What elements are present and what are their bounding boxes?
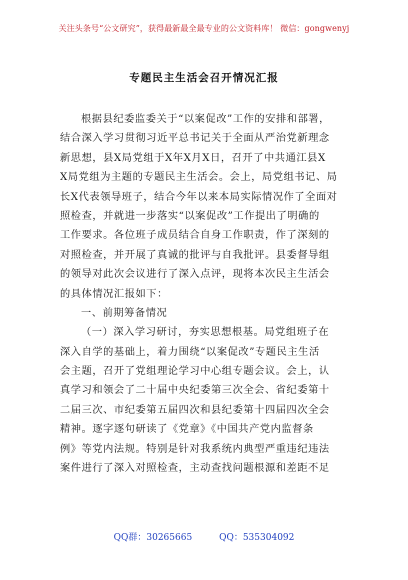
footer-contact xyxy=(0,530,408,543)
body-line: 的领导对此次会议进行了深入点评，现将本次民主生活会 xyxy=(60,269,330,281)
qq-group-number: QQ群：30265665 xyxy=(113,533,193,543)
body-line: 二届三次、市纪委第五届四次和县纪委第十四届四次全会 xyxy=(60,404,330,416)
body-line: X局党组为主题的专题民主生活会。会上，局党组书记、局 xyxy=(60,172,338,184)
body-line: 工作要求。各位班子成员结合自身工作职责，作了深刻的 xyxy=(60,230,330,242)
body-line: 新思想，县X局党组于X年X月X日，召开了中共通江县X xyxy=(60,152,326,164)
section-heading: 一、前期筹备情况 xyxy=(81,307,168,319)
body-line: 会主题，召开了党组理论学习中心组专题会议。会上，认 xyxy=(60,366,330,378)
body-line: 对照检查，并开展了真诚的批评与自我批评。县委督导组 xyxy=(60,249,330,261)
body-line: 案件进行了深入对照检查，主动查找问题根源和差距不足 xyxy=(60,463,330,475)
body-line: 结合深入学习贯彻习近平总书记关于全面从严治党新理念 xyxy=(60,133,330,145)
body-line: 精神。逐字逐句研读了《党章》《中国共产党内监督条 xyxy=(60,424,314,436)
body-line: 长X代表领导班子，结合今年以来本局实际情况作了全面对 xyxy=(60,191,338,203)
body-line: 照检查，并就进一步落实“以案促改”工作提出了明确的 xyxy=(60,210,320,222)
body-line: （一）深入学习研讨，夯实思想根基。局党组班子在 xyxy=(81,327,330,339)
body-line: 根据县纪委监委关于“以案促改”工作的安排和部署， xyxy=(81,114,330,125)
document-body xyxy=(60,110,360,478)
body-line: 深入自学的基础上，着力围绕“以案促改”专题民主生活 xyxy=(60,346,320,358)
body-line: 的具体情况汇报如下： xyxy=(60,288,168,300)
body-line: 例》等党内法规。特别是针对我系统内典型严重违纪违法 xyxy=(60,443,330,455)
document-title: 专题民主生活会召开情况汇报 xyxy=(129,72,279,84)
header-note: 关注头条号“公文研究”，获得最新最全最专业的公文资料库！ 微信：gongwenyj xyxy=(58,24,350,33)
body-line: 真学习和领会了二十届中央纪委第三次全会、省纪委第十 xyxy=(60,385,330,397)
qq-number: QQ：535304092 xyxy=(219,533,295,543)
